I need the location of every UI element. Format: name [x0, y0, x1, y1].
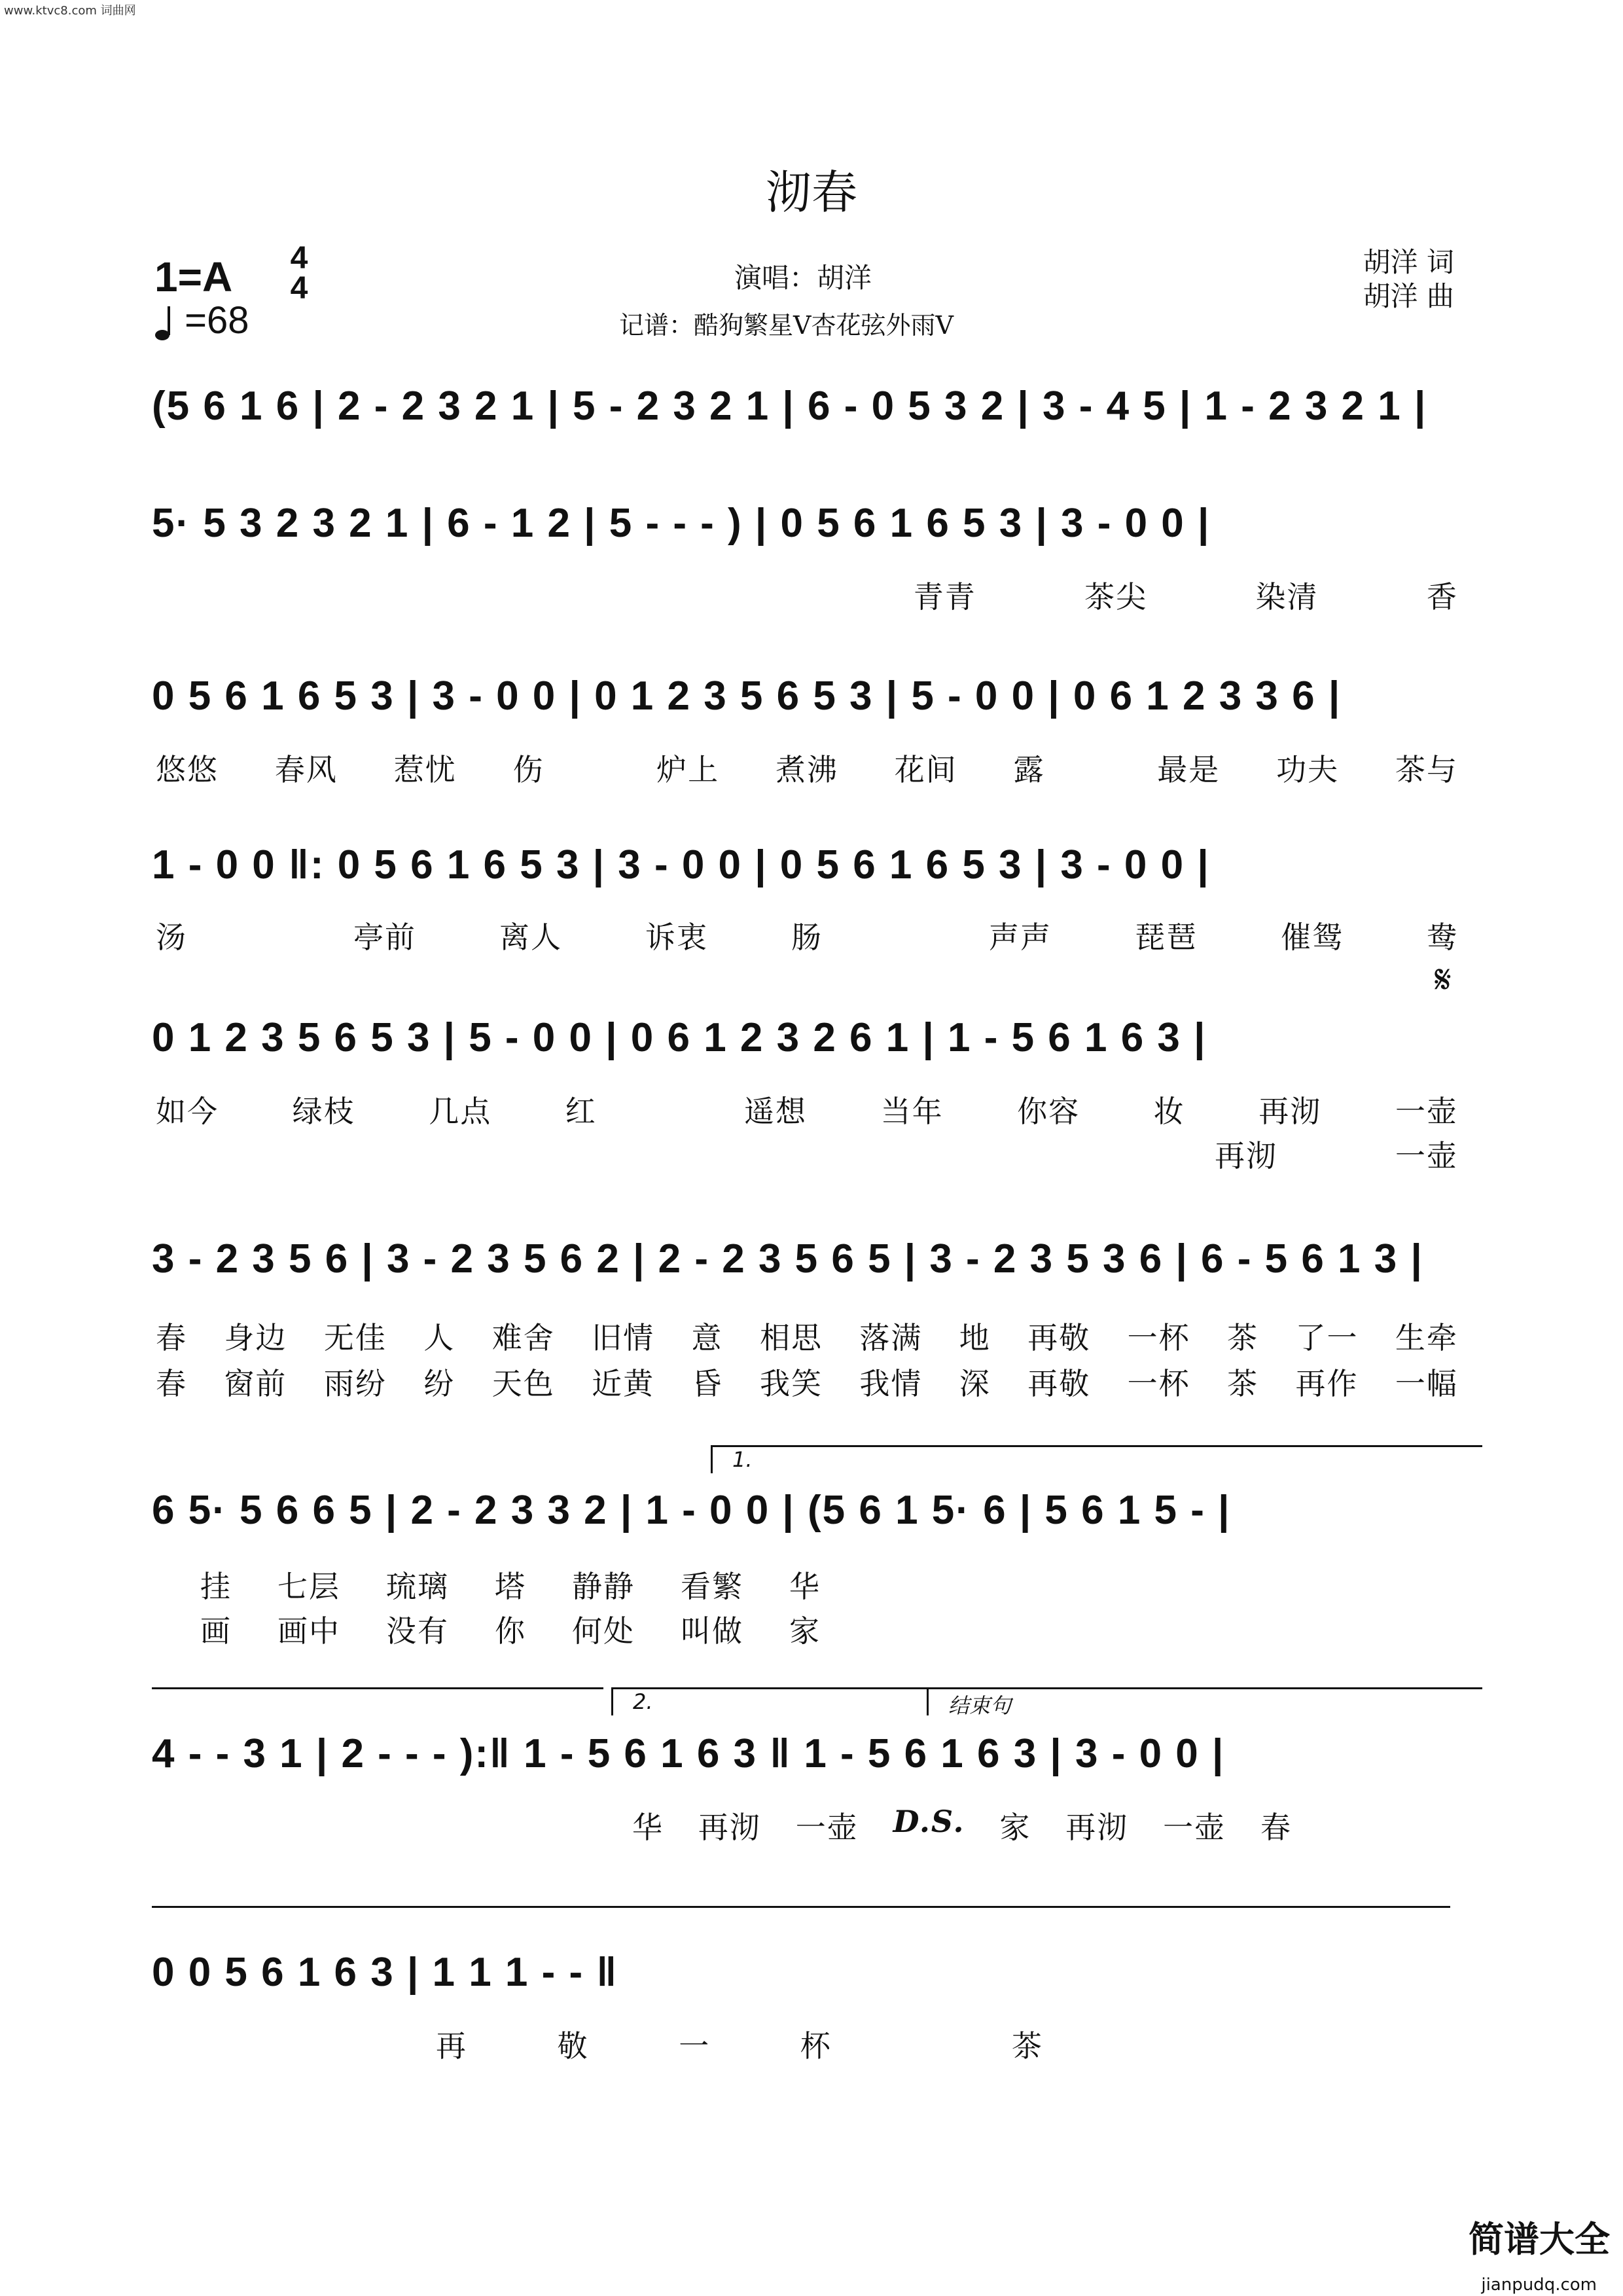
notation-line-9: 0 0 5 6 1 6 3 | 1 1 1 - - ‖	[152, 1949, 618, 1995]
lyric-line-5b: 春 窗前 雨纷 纷 天色 近黄 昏 我笑 我情 深 再敬 一杯 茶 再作 一幅	[156, 1366, 1458, 1401]
volta-first: 1.	[711, 1445, 1482, 1473]
tempo-marking	[154, 298, 249, 342]
lyric-line-6b: 画 画中 没有 你 何处 叫做 家	[200, 1613, 821, 1649]
time-bottom: 4	[290, 271, 308, 306]
quarter-note-icon	[154, 305, 174, 342]
lyric-line-2: 悠悠 春风 惹忧 伤 炉上 煮沸 花间 露 最是 功夫 茶与	[156, 752, 1458, 787]
notation-line-8: 4 - - 3 1 | 2 - - - ):‖ 1 - 5 6 1 6 3 ‖ 1 - 5 6 1 6 3 | 3 - 0 0 |	[152, 1731, 1225, 1776]
volta-line	[152, 1687, 603, 1689]
time-signature	[283, 243, 315, 304]
transcriber-credit: 记谱：酷狗繁星V杏花弦外雨V	[619, 311, 954, 340]
notation-line-7: 6 5· 5 6 6 5 | 2 - 2 3 3 2 | 1 - 0 0 | (5 6 1 5· 6 | 5 6 1 5 - |	[152, 1487, 1231, 1533]
lyricist-credit: 胡洋 词	[1363, 246, 1454, 278]
notation-line-1: (5 6 1 6 | 2 - 2 3 2 1 | 5 - 2 3 2 1 | 6 - 0 5 3 2 | 3 - 4 5 | 1 - 2 3 2 1 |	[152, 383, 1427, 429]
singer-credit: 演唱：胡洋	[734, 262, 872, 294]
notation-line-5: 0 1 2 3 5 6 5 3 | 5 - 0 0 | 0 6 1 2 3 2 6 1 | 1 - 5 6 1 6 3 |	[152, 1014, 1207, 1060]
notation-line-2: 5· 5 3 2 3 2 1 | 6 - 1 2 | 5 - - - ) | 0 5 6 1 6 5 3 | 3 - 0 0 |	[152, 500, 1211, 546]
notation-line-6: 3 - 2 3 5 6 | 3 - 2 3 5 6 2 | 2 - 2 3 5 6 5 | 3 - 2 3 5 3 6 | 6 - 5 6 1 3 |	[152, 1236, 1423, 1282]
notation-line-3: 0 5 6 1 6 5 3 | 3 - 0 0 | 0 1 2 3 5 6 5 3 | 5 - 0 0 | 0 6 1 2 3 3 6 |	[152, 673, 1342, 719]
tempo-value: =68	[185, 299, 249, 342]
lyric-line-8: 再 敬 一 杯 茶	[436, 2028, 1043, 2064]
lyric-line-4: 如今 绿枝 几点 红 遥想 当年 你容 妆 再沏 一壶	[156, 1094, 1458, 1129]
time-top: 4	[290, 241, 308, 276]
site-logo: 简谱大全	[1469, 2219, 1610, 2260]
notation-line-4: 1 - 0 0 ‖: 0 5 6 1 6 5 3 | 3 - 0 0 | 0 5 6 1 6 5 3 | 3 - 0 0 |	[152, 842, 1210, 888]
lyric-line-3: 汤 亭前 离人 诉衷 肠 声声 琵琶 催鸳 鸯	[156, 920, 1458, 955]
site-watermark: www.ktvc8.com 词曲网	[4, 4, 136, 18]
key-signature: 1=A	[154, 253, 233, 300]
coda-line	[152, 1906, 1450, 1908]
lyric-line-1: 青青 茶尖 染清 香	[913, 579, 1458, 615]
lyric-line-5: 春 身边 无佳 人 难舍 旧情 意 相思 落满 地 再敬 一杯 茶 了一 生牵	[156, 1320, 1458, 1355]
composer-credit: 胡洋 曲	[1363, 280, 1454, 312]
segno-mark: 𝄋	[1435, 957, 1452, 1003]
lyric-line-6: 挂 七层 琉璃 塔 静静 看繁 华	[200, 1569, 821, 1604]
lyric-line-7: 华 再沏 一壶 D.S. 家 再沏 一壶 春	[632, 1804, 1292, 1845]
volta-second: 2.	[611, 1687, 940, 1715]
song-title: 沏春	[766, 166, 857, 219]
lyric-line-4b: 再沏 一壶	[1215, 1138, 1458, 1174]
volta-ending: 结束句	[927, 1687, 1482, 1715]
site-url: jianpudq.com	[1481, 2275, 1597, 2295]
